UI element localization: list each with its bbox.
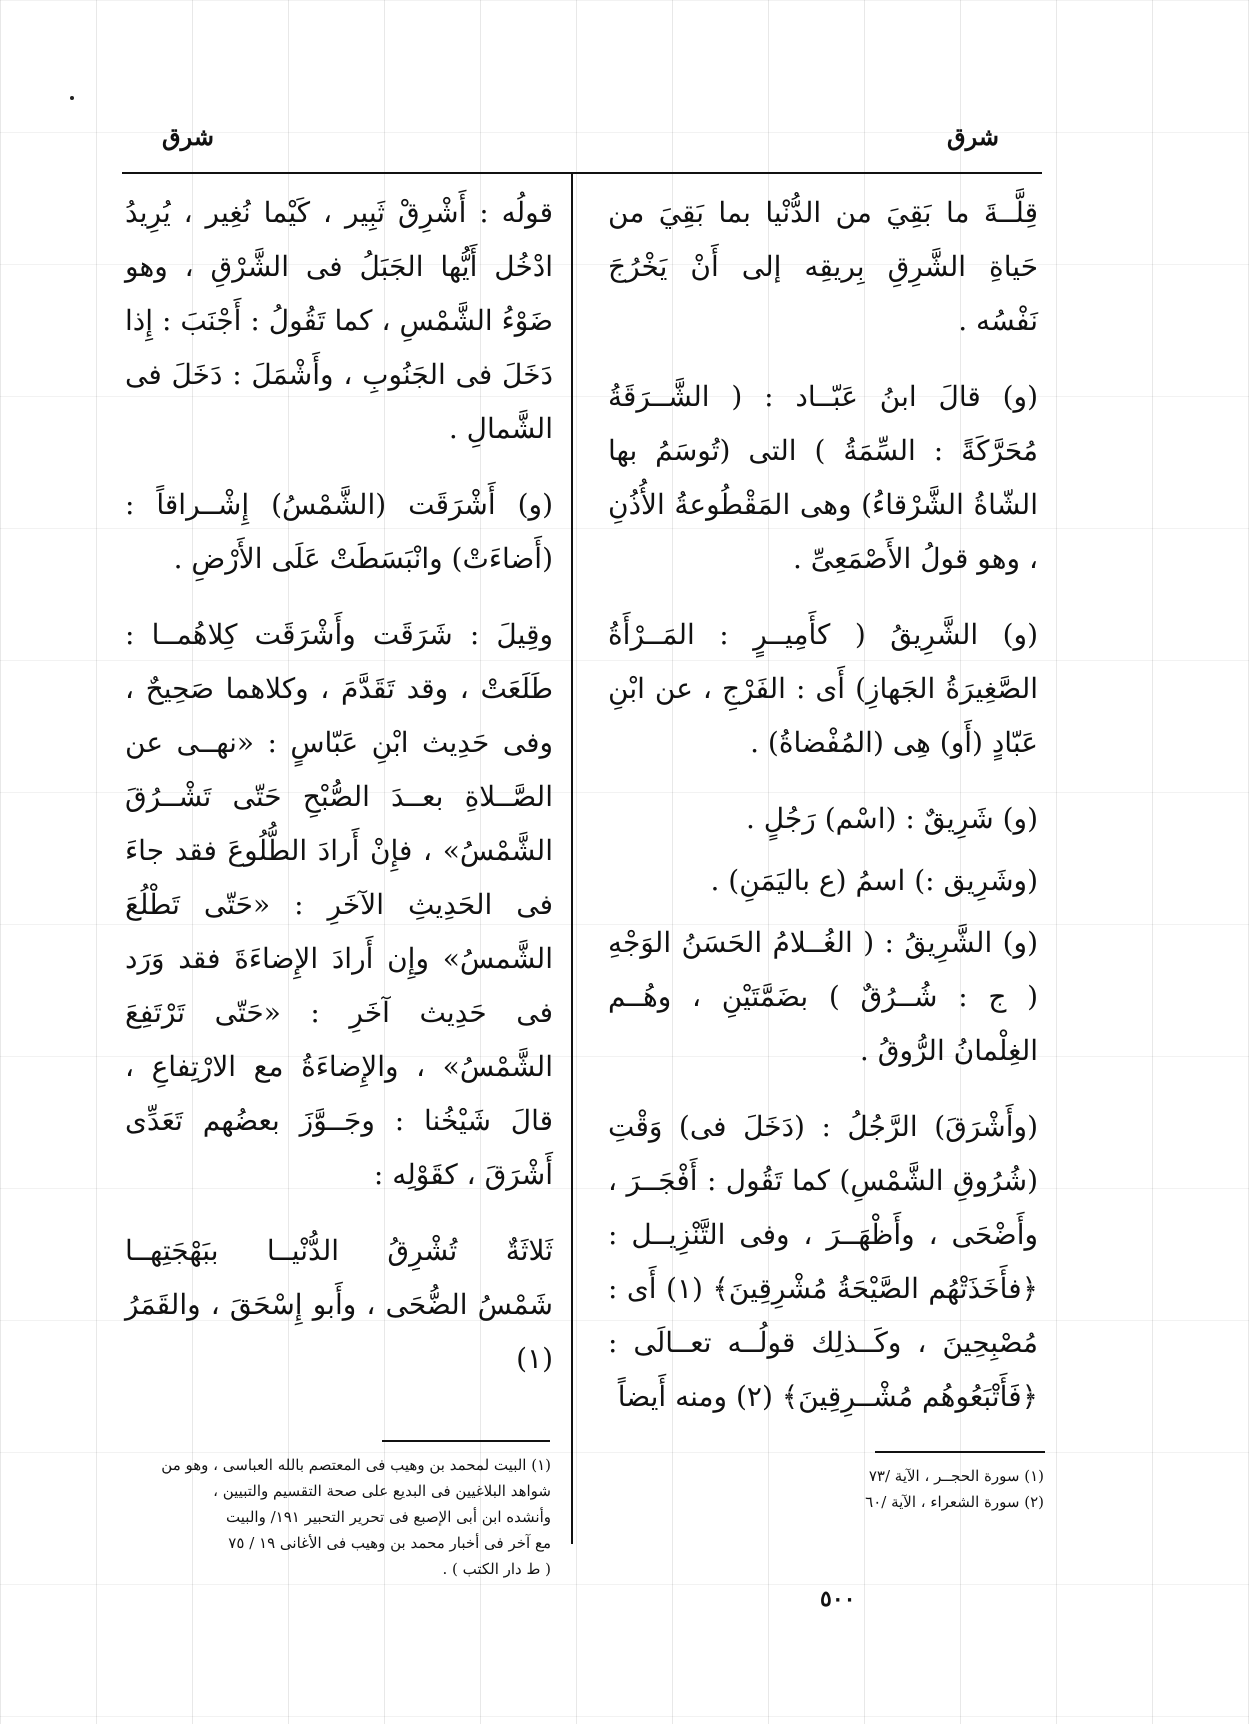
footnote-line: (٢) سورة الشعراء ، الآية /٦٠ — [865, 1493, 1044, 1511]
footnote-line: (١) البيت لمحمد بن وهيب فى المعتصم بالله العباسى ، وهو من — [161, 1456, 551, 1474]
paragraph: (و) شَرِيقٌ : (اسْم) رَجُلٍ . — [745, 802, 1038, 835]
header-rule — [122, 172, 1042, 174]
page-number: ٥٠٠ — [820, 1586, 856, 1612]
paragraph: وقِيلَ : شَرَقَت وأَشْرَقَت كِلاهُمــا : طَلَعَتْ ، وقد تَقَدَّمَ ، وكلاهما صَحِيحٌ ، وفى حَدِيث ابْنِ عَبّاسٍ : «نهــى عن الصَّــلاةِ بعــدَ الصُّبْحِ حَتّى تَشْــرُقَ الشَّمْسُ» ، فإِنْ أَرادَ الطُّلُوعَ فقد جاءَ فى الحَدِيثِ الآخَرِ : «حَتّى تَطْلُعَ الشَّمسُ» وإِن أَرادَ الإِضاءَةَ فقد وَرَد فى حَدِيث آخَرِ : «حَتّى تَرْتَفِعَ الشَّمْسُ» ، والإِضاءَةُ مع الارْتِفاعِ ، قالَ شَيْخُنا : وجَــوَّزَ بعضُهم تَعَدِّى أَشْرَقَ ، كقَوْلِه : — [125, 618, 553, 1191]
footnote-line: (١) سورة الحجــر ، الآية /٧٣ — [868, 1467, 1044, 1485]
paragraph: قِلَّــةَ ما بَقِيَ من الدُّنْيا بما بَقِيَ من حَياةِ الشَّرِقِ بِريقِه إلى أَنْ يَخْرُجَ نَفْسُه . — [608, 196, 1038, 337]
paragraph: (و) قالَ ابنُ عَبّــاد : ( الشَّــرَقَةُ مُحَرَّكَةً : السِّمَةُ ) التى (تُوسَمُ بها الشّاةُ الشَّرْقاءُ) وهى المَقْطُوعةُ الأُذُنِ ، وهو قولُ الأَصْمَعِىِّ . — [608, 380, 1038, 575]
footnotes-left — [125, 1452, 551, 1582]
verse-hemistich-second: شَمْسُ الضُّحَى ، وأَبو إِسْحَقَ ، والقَمَرُ (١) — [125, 1288, 553, 1375]
header-keyword-right: شرق — [947, 122, 999, 151]
poetry-verse — [125, 1224, 553, 1386]
left-column — [125, 186, 553, 1386]
footnote-line: شواهد البلاغيين فى البديع على صحة التقسيم والتبيين ، — [213, 1482, 551, 1500]
paragraph: (و) الشَّرِيقُ ( كأَمِيــرٍ : المَــرْأَةُ الصَّغِيرَةُ الجَهازِ) أَى : الفَرْجِ ، عن ابْنِ عَبّادٍ (أَو) هِى (المُفْضاةُ) . — [608, 618, 1038, 759]
header-keyword-left: شرق — [162, 122, 214, 151]
footnote-rule-left — [382, 1440, 550, 1442]
paragraph: (وشَرِيق :) اسمُ (ع باليَمَنِ) . — [710, 864, 1038, 897]
verse-hemistich-first: ثَلاثَةٌ تُشْرِقُ الدُّنْيــا ببَهْجَتِهــا — [125, 1234, 553, 1267]
column-divider — [571, 174, 573, 1544]
footnote-rule-right — [875, 1451, 1045, 1453]
footnote-line: وأنشده ابن أبى الإصبع فى تحرير التحبير ١٩١/ والبيت — [226, 1508, 551, 1526]
paragraph: قولُه : أَشْرِقْ ثَبِير ، كَيْما نُغِير ، يُرِيدُ ادْخُل أَيُّها الجَبَلُ فى الشَّرْقِ ، وهو ضَوْءُ الشَّمْسِ ، كما تَقُولُ : أَجْنَبَ : إِذا دَخَلَ فى الجَنُوبِ ، وأَشْمَلَ : دَخَلَ فى الشَّمالِ . — [125, 196, 553, 445]
footnote-line: مع آخر فى أخبار محمد بن وهيب فى الأغانى ١٩ / ٧٥ — [228, 1534, 551, 1552]
footnotes-right — [808, 1463, 1044, 1515]
scan-speck — [70, 96, 74, 100]
paragraph: (و) أَشْرَقَت (الشَّمْسُ) إِشْــراقاً : (أَضاءَتْ) وانْبَسَطَتْ عَلَى الأَرْضِ . — [125, 488, 553, 575]
right-column — [608, 186, 1038, 1446]
footnote-line: ( ط دار الكتب ) . — [442, 1560, 551, 1578]
paragraph: (و) الشَّرِيقُ : ( الغُــلامُ الحَسَنُ الوَجْهِ ( ج : شُــرُقٌ ) بضَمَّتَيْنِ ، وهُــم الغِلْمانُ الرُّوقُ . — [608, 926, 1038, 1067]
paragraph: (وأَشْرَقَ) الرَّجُلُ : (دَخَلَ فى) وَقْتِ (شُرُوقِ الشَّمْسِ) كما تَقُول : أَفْجَــرَ ، وأَضْحَى ، وأَظْهَــرَ ، وفى التَّنْزِيــل : ﴿فأَخَذَتْهُم الصَّيْحَةُ مُشْرِقِينَ﴾ (١) أَى : مُصْبِحِينَ ، وكَــذلِك قولُــه تعــالَى : ﴿فَأَتْبَعُوهُم مُشْــرِقِينَ﴾ (٢) ومنه أَيضاً — [608, 1110, 1038, 1413]
